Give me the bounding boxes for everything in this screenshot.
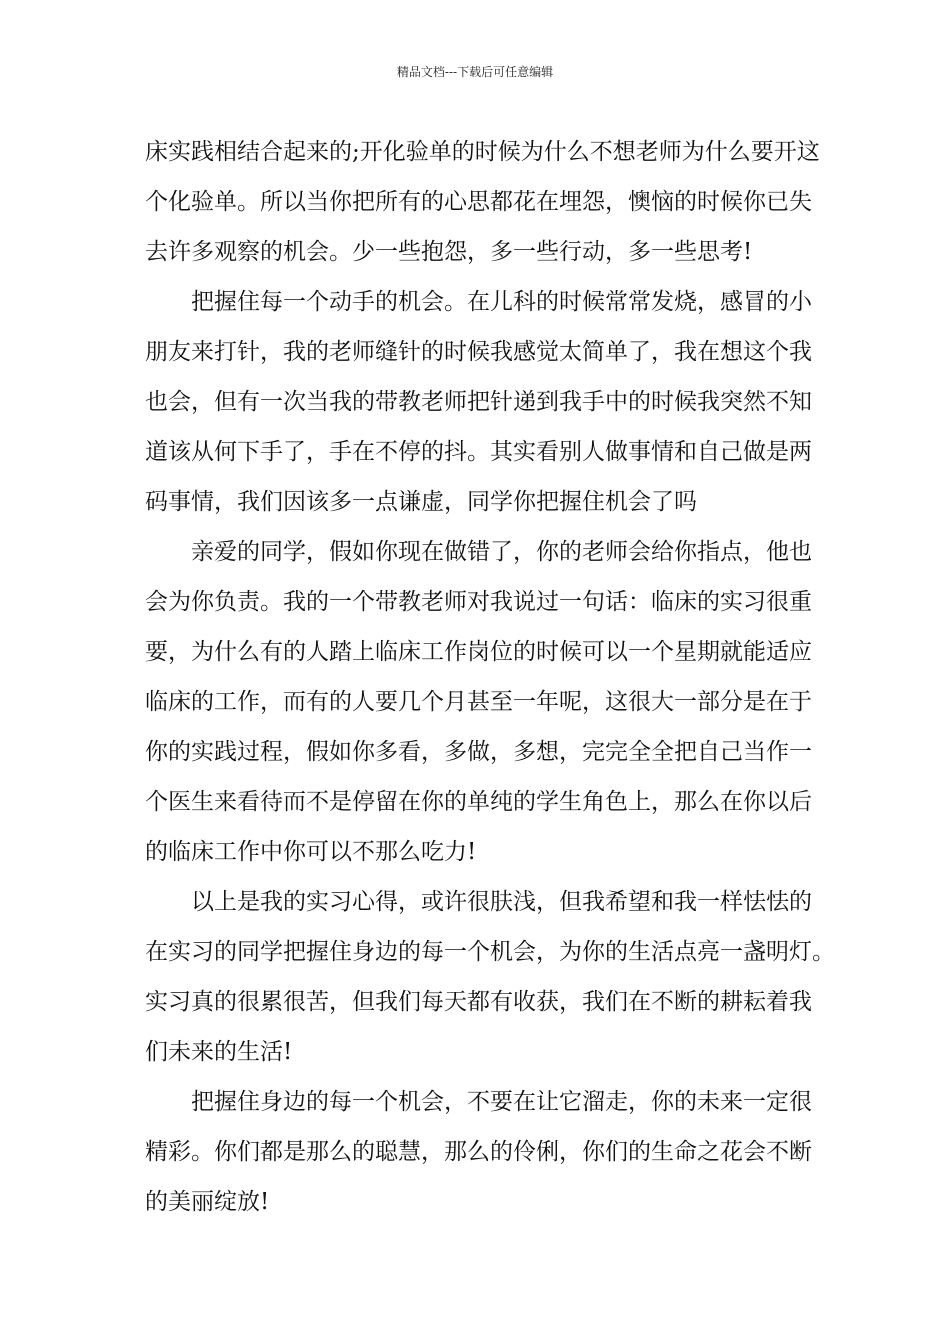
text-line: 朋友来打针，我的老师缝针的时候我感觉太简单了，我在想这个我 [145,339,812,365]
text-line: 在实习的同学把握住身边的每一个机会，为你的生活点亮一盏明灯。 [145,939,835,965]
text-line: 个化验单。所以当你把所有的心思都花在埋怨，懊恼的时候你已失 [145,189,812,215]
text-line: 的临床工作中你可以不那么吃力! [145,839,477,865]
paragraph-first-line: 以上是我的实习心得，或许很肤浅，但我希望和我一样怯怯的 [191,889,812,915]
text-line: 也会，但有一次当我的带教老师把针递到我手中的时候我突然不知 [145,389,812,415]
text-line: 们未来的生活! [145,1039,293,1065]
text-line: 去许多观察的机会。少一些抱怨，多一些行动，多一些思考! [145,239,753,265]
text-line: 你的实践过程，假如你多看，多做，多想，完完全全把自己当作一 [145,739,812,765]
document-body [145,127,835,1227]
paragraph-first-line: 把握住身边的每一个机会，不要在让它溜走，你的未来一定很 [191,1089,812,1115]
text-line: 临床的工作，而有的人要几个月甚至一年呢，这很大一部分是在于 [145,689,812,715]
paragraph-first-line: 亲爱的同学，假如你现在做错了，你的老师会给你指点，他也 [191,539,812,565]
text-line: 码事情，我们因该多一点谦虚，同学你把握住机会了吗 [145,489,697,515]
text-line: 实习真的很累很苦，但我们每天都有收获，我们在不断的耕耘着我 [145,989,812,1015]
text-line: 的美丽绽放! [145,1189,270,1215]
text-line: 要，为什么有的人踏上临床工作岗位的时候可以一个星期就能适应 [145,639,812,665]
text-line: 道该从何下手了，手在不停的抖。其实看别人做事情和自己做是两 [145,439,812,465]
text-line: 个医生来看待而不是停留在你的单纯的学生角色上，那么在你以后 [145,789,812,815]
page-header: 精品文档---下载后可任意编辑 [396,65,554,79]
text-line: 精彩。你们都是那么的聪慧，那么的伶俐，你们的生命之花会不断 [145,1139,812,1165]
text-line: 床实践相结合起来的;开化验单的时候为什么不想老师为什么要开这 [145,139,820,165]
paragraph-first-line: 把握住每一个动手的机会。在儿科的时候常常发烧，感冒的小 [191,289,812,315]
text-line: 会为你负责。我的一个带教老师对我说过一句话：临床的实习很重 [145,589,812,615]
